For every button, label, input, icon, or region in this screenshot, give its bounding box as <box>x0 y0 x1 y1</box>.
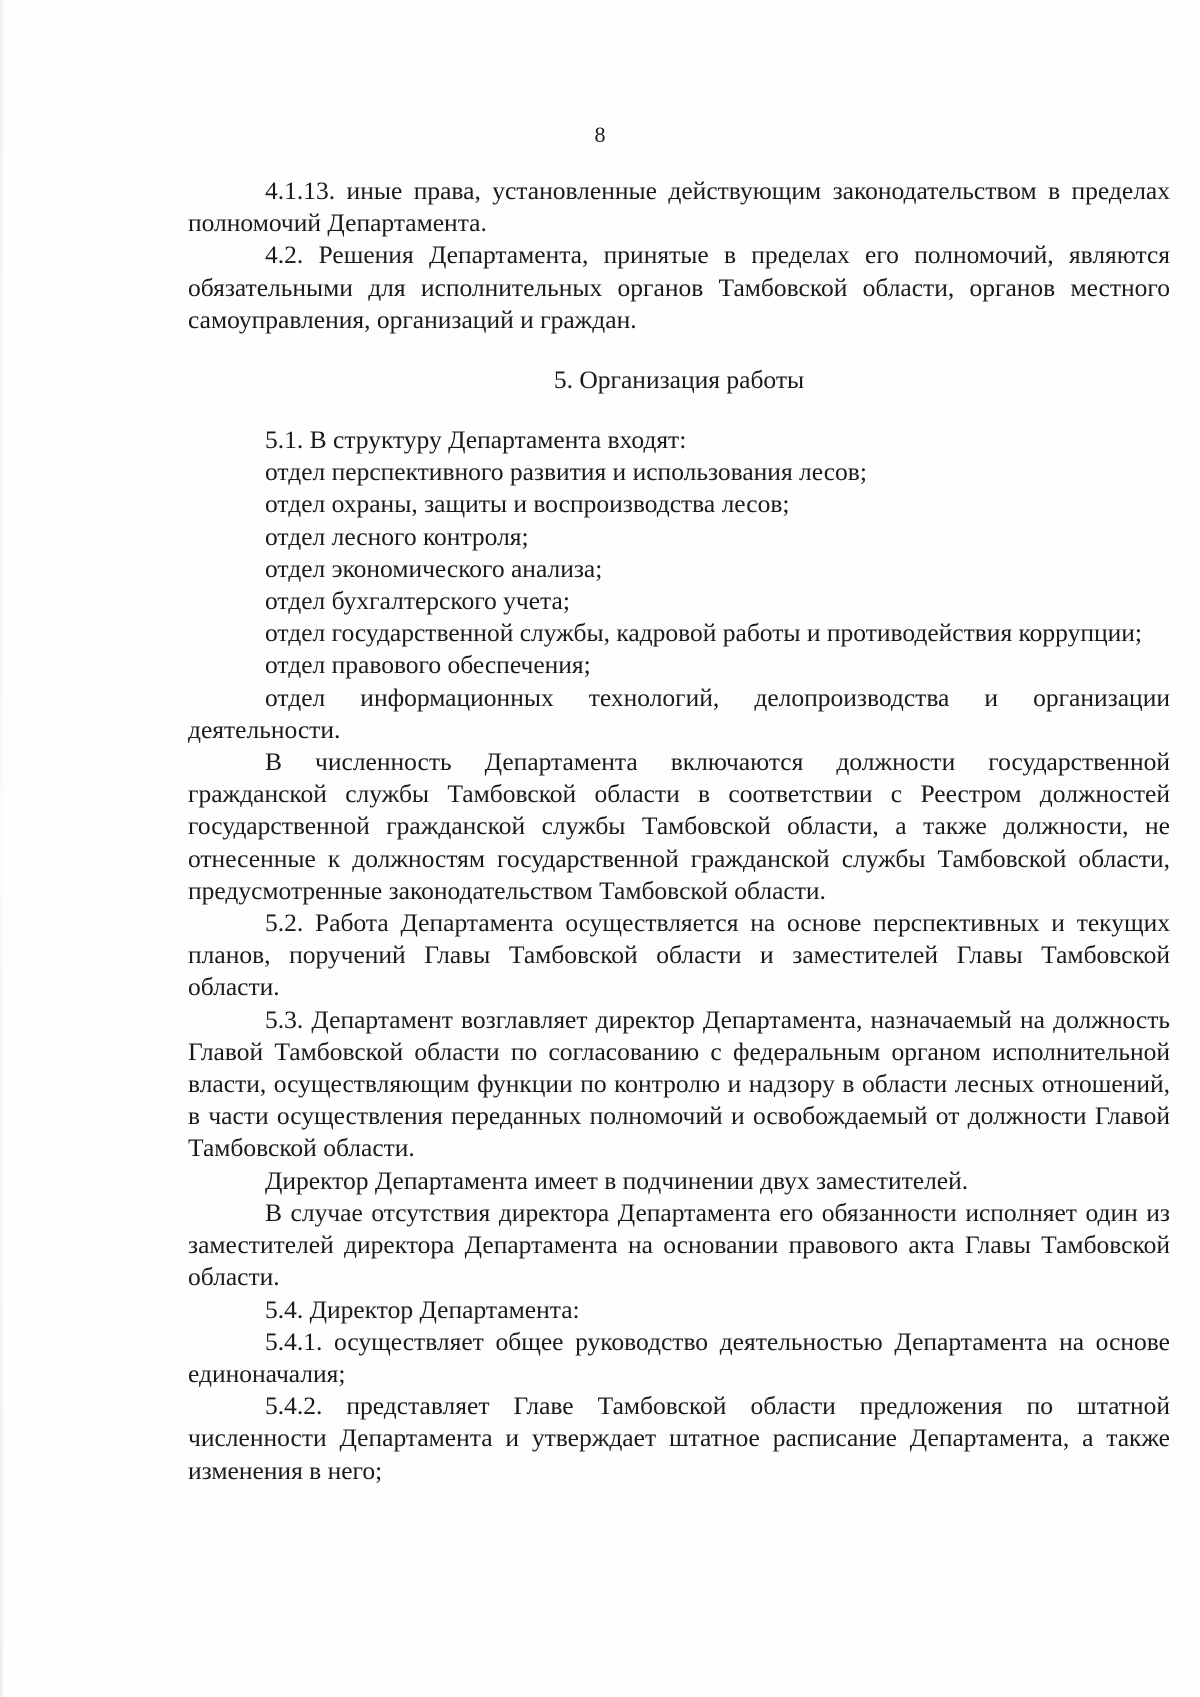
section-heading-organization: 5. Организация работы <box>553 365 805 395</box>
paragraph-absence: В случае отсутствия директора Департамента его обязанности исполняет один из заместителей директора Департамента на основании правового акта Главы Тамбовской области. <box>188 1197 1170 1292</box>
paragraph-4-1-13: 4.1.13. иные права, установленные действующим законодательством в пределах полномочий Департамента. <box>188 176 1170 238</box>
department-list-item: отдел правового обеспечения; <box>265 650 591 680</box>
paragraph-5-4-2: 5.4.2. представляет Главе Тамбовской области предложения по штатной численности Департамента и утверждает штатное расписание Департамента, а также изменения в него; <box>188 1391 1170 1485</box>
page-number: 8 <box>594 122 606 147</box>
paragraph-5-3: 5.3. Департамент возглавляет директор Департамента, назначаемый на должность Главой Тамбовской области по согласованию с федеральным органом исполнительной власти, осуществляющим функции по контролю и надзору в области лесных отношений, в части осуществления переданных полномочий и освобождаемый от должности Главой Тамбовской области. <box>188 1004 1170 1163</box>
scan-edge-shadow <box>0 0 3 1697</box>
paragraph-5-2: 5.2. Работа Департамента осуществляется на основе перспективных и текущих планов, поручений Главы Тамбовской области и заместителей Главы Тамбовской области. <box>188 908 1170 1002</box>
paragraph-4-2: 4.2. Решения Департамента, принятые в пределах его полномочий, являются обязательными для исполнительных органов Тамбовской области, органов местного самоуправления, организаций и граждан. <box>188 240 1170 334</box>
department-list-item: отдел государственной службы, кадровой работы и противодействия коррупции; <box>265 618 1142 648</box>
document-body <box>188 175 1170 1487</box>
department-list-item: отдел экономического анализа; <box>265 553 603 583</box>
department-list-item: отдел перспективного развития и использования лесов; <box>265 457 867 487</box>
paragraph-deputies: Директор Департамента имеет в подчинении двух заместителей. <box>265 1165 969 1195</box>
department-list-item: отдел информационных технологий, делопроизводства и организации деятельности. <box>188 682 1170 744</box>
paragraph-5-4-1: 5.4.1. осуществляет общее руководство деятельностью Департамента на основе единоначалия; <box>188 1326 1170 1388</box>
paragraph-staffing: В численность Департамента включаются должности государственной гражданской службы Тамбовской области в соответствии с Реестром должностей государственной гражданской службы Тамбовской области, а также должности, не отнесенные к должностям государственной гражданской службы Тамбовской области, предусмотренные законодательством Тамбовской области. <box>188 747 1170 905</box>
department-list-item: отдел бухгалтерского учета; <box>265 586 570 616</box>
department-list-item: отдел охраны, защиты и воспроизводства лесов; <box>265 489 790 519</box>
department-list-item: отдел лесного контроля; <box>265 521 529 551</box>
paragraph-5-1: 5.1. В структуру Департамента входят: <box>265 425 687 455</box>
paragraph-5-4: 5.4. Директор Департамента: <box>265 1294 580 1324</box>
